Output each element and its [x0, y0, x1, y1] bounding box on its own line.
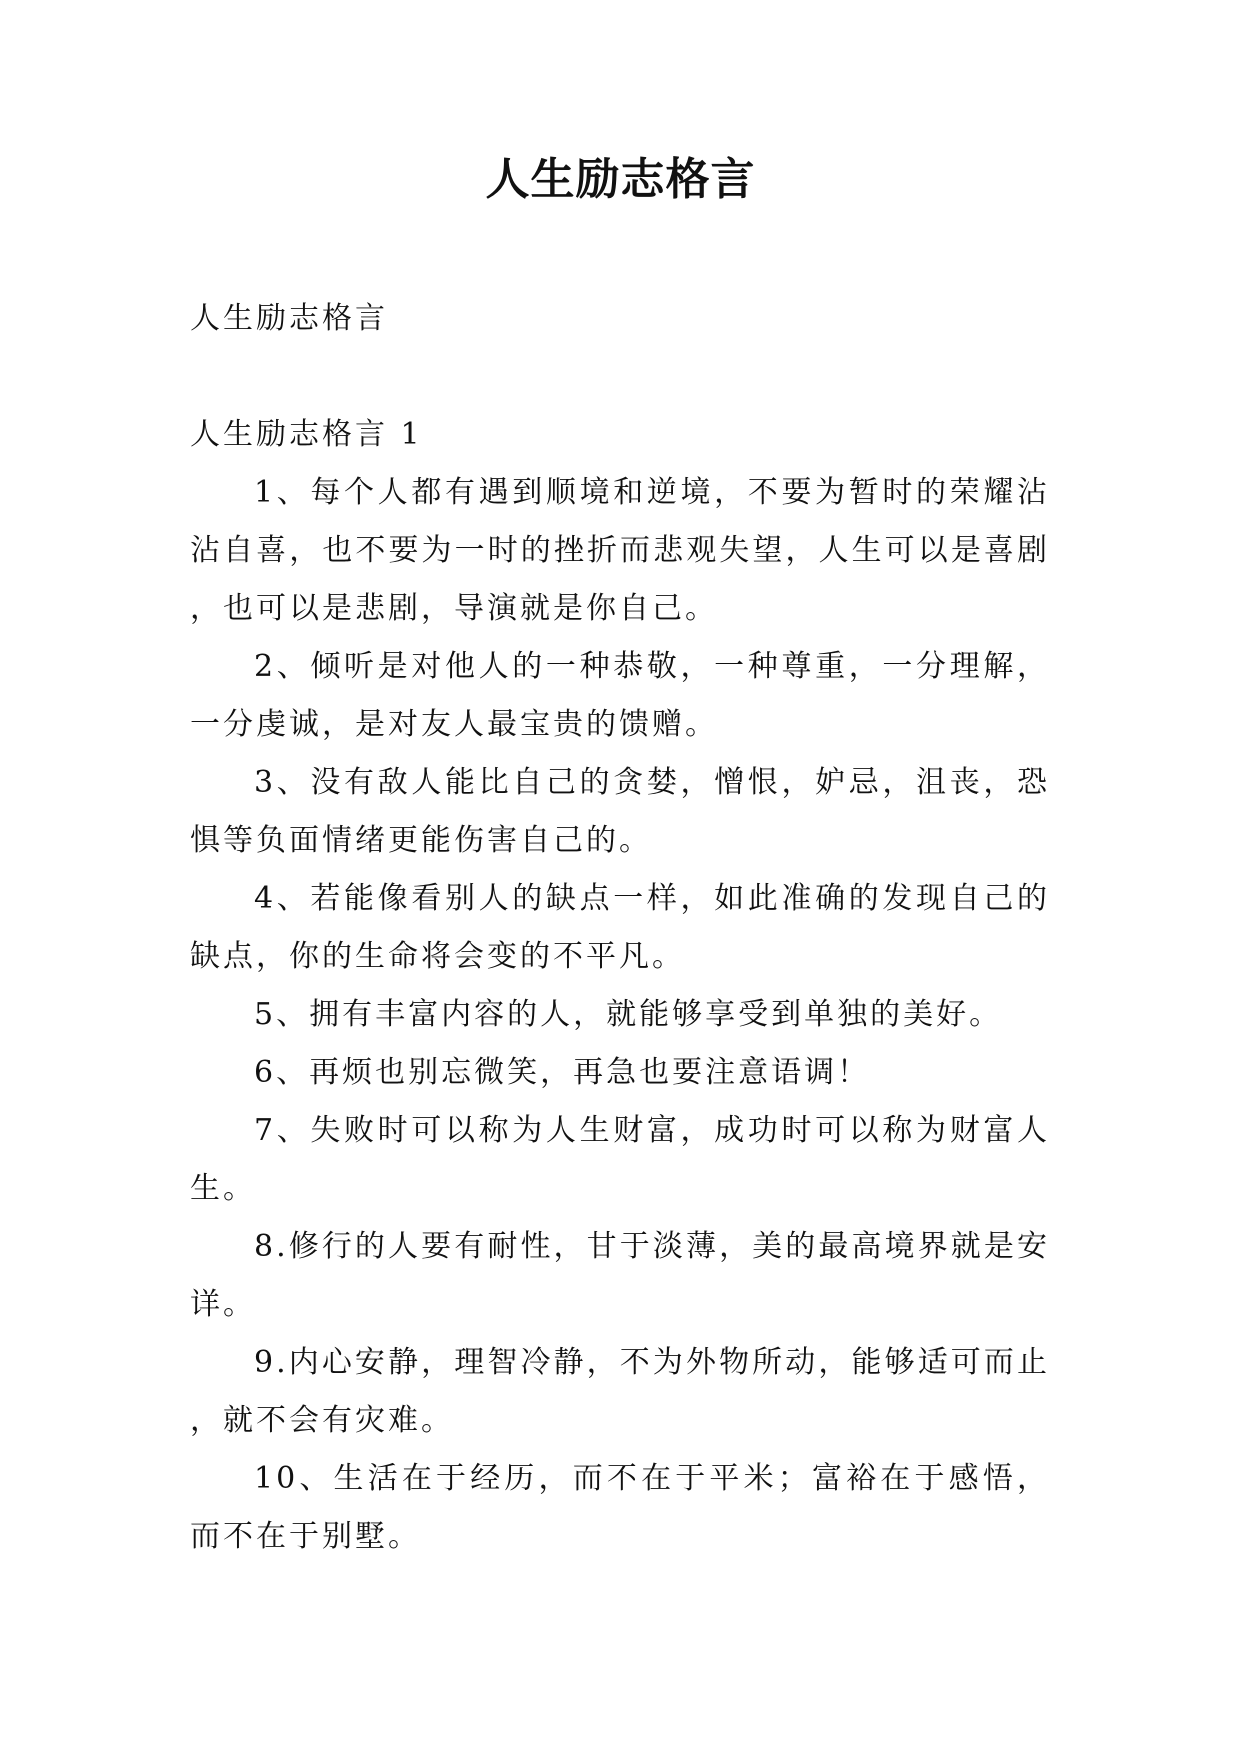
- section-heading: 人生励志格言 1: [190, 417, 423, 452]
- quote-paragraph-2: 2、倾听是对他人的一种恭敬，一种尊重，一分理解，一分虔诚，是对友人最宝贵的馈赠。: [190, 649, 1050, 742]
- quote-paragraph-4: 4、若能像看别人的缺点一样，如此准确的发现自己的缺点，你的生命将会变的不平凡。: [190, 881, 1050, 974]
- document-body: [190, 290, 1050, 1566]
- quote-paragraph-7: 7、失败时可以称为人生财富，成功时可以称为财富人生。: [190, 1113, 1050, 1206]
- quote-paragraph-3: 3、没有敌人能比自己的贪婪，憎恨，妒忌，沮丧，恐惧等负面情绪更能伤害自己的。: [190, 765, 1050, 858]
- quote-paragraph-5: 5、拥有丰富内容的人，就能够享受到单独的美好。: [254, 997, 1003, 1032]
- quote-paragraph-10: 10、生活在于经历，而不在于平米；富裕在于感悟，而不在于别墅。: [190, 1461, 1050, 1554]
- quote-paragraph-8: 8.修行的人要有耐性，甘于淡薄，美的最高境界就是安详。: [190, 1229, 1050, 1322]
- quote-paragraph-9: 9.内心安静，理智冷静，不为外物所动，能够适可而止，就不会有灾难。: [190, 1345, 1050, 1438]
- quote-paragraph-1: 1、每个人都有遇到顺境和逆境，不要为暂时的荣耀沾沾自喜，也不要为一时的挫折而悲观失望，人生可以是喜剧，也可以是悲剧，导演就是你自己。: [190, 475, 1050, 626]
- document-heading: 人生励志格言: [190, 301, 388, 336]
- document-title: 人生励志格言: [485, 154, 756, 205]
- quote-paragraph-6: 6、再烦也别忘微笑，再急也要注意语调！: [254, 1055, 871, 1090]
